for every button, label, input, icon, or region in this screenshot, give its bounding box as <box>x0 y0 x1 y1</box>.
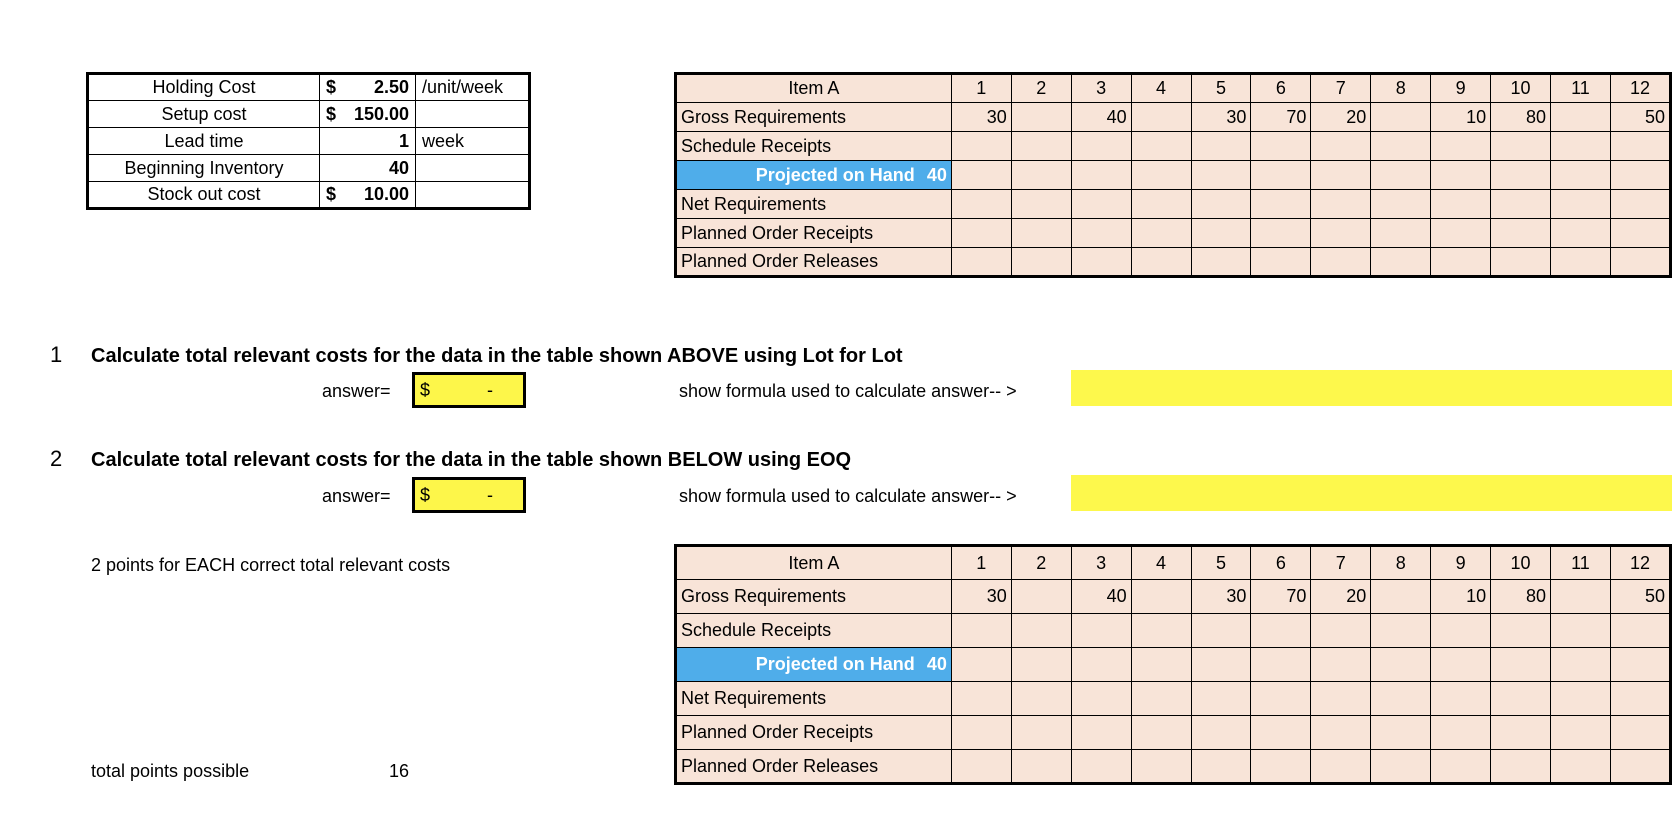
mrp-row <box>676 190 1671 219</box>
period-cell[interactable] <box>1131 614 1191 648</box>
period-cell[interactable] <box>1311 132 1371 161</box>
period-cell[interactable] <box>1371 682 1431 716</box>
period-cell[interactable] <box>1371 614 1431 648</box>
period-cell[interactable] <box>1431 648 1491 682</box>
question-number: 2 <box>50 446 63 471</box>
period-cell[interactable] <box>1610 161 1670 190</box>
answer-currency: $ <box>420 484 431 505</box>
period-header: 4 <box>1131 74 1191 103</box>
period-cell[interactable] <box>1491 648 1551 682</box>
period-cell[interactable] <box>1491 716 1551 750</box>
param-unit: /unit/week <box>416 74 530 101</box>
item-header: Item A <box>676 546 952 580</box>
formula-prompt: show formula used to calculate answer-- > <box>679 486 1017 506</box>
period-cell[interactable] <box>1131 682 1191 716</box>
period-cell[interactable] <box>1431 716 1491 750</box>
period-cell[interactable] <box>1191 716 1251 750</box>
period-header: 5 <box>1191 74 1251 103</box>
param-unit: week <box>416 128 530 155</box>
period-header: 9 <box>1431 546 1491 580</box>
currency-symbol: $ <box>326 184 337 204</box>
period-cell[interactable] <box>1551 219 1611 248</box>
period-cell[interactable] <box>1551 103 1611 132</box>
projected-on-hand-label <box>676 161 952 190</box>
period-cell[interactable] <box>1371 648 1431 682</box>
period-cell[interactable] <box>1371 580 1431 614</box>
period-cell[interactable] <box>1191 219 1251 248</box>
period-cell[interactable] <box>1431 614 1491 648</box>
mrp-row <box>676 614 1671 648</box>
period-cell[interactable] <box>1610 682 1670 716</box>
period-header: 1 <box>951 74 1011 103</box>
period-cell[interactable] <box>1491 750 1551 784</box>
period-cell[interactable] <box>1071 716 1131 750</box>
period-cell[interactable] <box>1071 132 1131 161</box>
period-cell[interactable] <box>951 682 1011 716</box>
param-value[interactable] <box>320 74 416 101</box>
mrp-row <box>676 219 1671 248</box>
param-unit <box>416 182 530 209</box>
mrp-header-row <box>676 74 1671 103</box>
period-cell[interactable] <box>1551 248 1611 277</box>
period-cell[interactable] <box>1551 682 1611 716</box>
parameters-table <box>86 72 531 210</box>
period-cell[interactable] <box>1311 682 1371 716</box>
period-cell[interactable] <box>1431 750 1491 784</box>
period-cell[interactable] <box>1491 614 1551 648</box>
param-label: Holding Cost <box>88 74 320 101</box>
row-label: Planned Order Releases <box>676 248 952 277</box>
period-cell[interactable] <box>1251 161 1311 190</box>
period-header: 6 <box>1251 546 1311 580</box>
param-label: Lead time <box>88 128 320 155</box>
period-cell[interactable] <box>1491 219 1551 248</box>
period-cell[interactable]: 80 <box>1491 580 1551 614</box>
period-cell[interactable]: 40 <box>1071 580 1131 614</box>
period-cell[interactable] <box>951 248 1011 277</box>
period-cell[interactable] <box>1131 161 1191 190</box>
period-cell[interactable] <box>951 161 1011 190</box>
currency-symbol: $ <box>326 103 337 124</box>
period-cell[interactable] <box>1431 161 1491 190</box>
period-cell[interactable] <box>1011 190 1071 219</box>
period-cell[interactable] <box>1551 648 1611 682</box>
period-cell[interactable] <box>1251 219 1311 248</box>
period-cell[interactable] <box>1371 750 1431 784</box>
period-cell[interactable] <box>1011 103 1071 132</box>
param-row <box>88 128 530 155</box>
period-cell[interactable] <box>1371 219 1431 248</box>
row-label: Gross Requirements <box>676 580 952 614</box>
param-value[interactable]: 40 <box>320 155 416 182</box>
param-row <box>88 182 530 209</box>
param-label: Beginning Inventory <box>88 155 320 182</box>
period-cell[interactable] <box>1551 190 1611 219</box>
period-cell[interactable] <box>1131 190 1191 219</box>
period-header: 6 <box>1251 74 1311 103</box>
period-cell[interactable] <box>1610 219 1670 248</box>
period-cell[interactable]: 30 <box>951 580 1011 614</box>
period-cell[interactable] <box>1551 132 1611 161</box>
period-cell[interactable]: 70 <box>1251 103 1311 132</box>
period-cell[interactable] <box>1011 614 1071 648</box>
period-cell[interactable] <box>1071 161 1131 190</box>
period-cell[interactable] <box>1071 248 1131 277</box>
period-cell[interactable] <box>1371 248 1431 277</box>
currency-symbol: $ <box>326 77 337 97</box>
period-cell[interactable] <box>1491 161 1551 190</box>
row-label: Schedule Receipts <box>676 614 952 648</box>
mrp-table-top <box>674 72 1672 278</box>
period-cell[interactable] <box>1191 614 1251 648</box>
period-cell[interactable] <box>1131 750 1191 784</box>
period-cell[interactable] <box>1191 750 1251 784</box>
period-cell[interactable] <box>1431 219 1491 248</box>
period-cell[interactable] <box>1610 648 1670 682</box>
param-row <box>88 101 530 128</box>
period-cell[interactable] <box>1311 648 1371 682</box>
period-cell[interactable] <box>1251 750 1311 784</box>
question-text: Calculate total relevant costs for the data in the table shown ABOVE using Lot for Lot <box>91 345 903 367</box>
period-cell[interactable]: 50 <box>1610 580 1670 614</box>
period-cell[interactable] <box>1371 103 1431 132</box>
answer-label: answer= <box>322 381 391 401</box>
mrp-table-bottom <box>674 544 1672 785</box>
period-cell[interactable]: 40 <box>1071 103 1131 132</box>
period-cell[interactable] <box>1191 248 1251 277</box>
period-cell[interactable] <box>1551 580 1611 614</box>
row-label: Planned Order Releases <box>676 750 952 784</box>
period-cell[interactable] <box>1610 716 1670 750</box>
param-amount: 150.00 <box>353 103 409 124</box>
period-cell[interactable] <box>1011 248 1071 277</box>
row-label: Net Requirements <box>676 190 952 219</box>
answer-value: - <box>487 379 493 400</box>
period-cell[interactable] <box>1610 614 1670 648</box>
period-cell[interactable] <box>1371 190 1431 219</box>
param-value[interactable] <box>320 182 416 209</box>
period-header: 4 <box>1131 546 1191 580</box>
mrp-row <box>676 103 1671 132</box>
period-cell[interactable] <box>1011 716 1071 750</box>
period-cell[interactable]: 80 <box>1491 103 1551 132</box>
period-cell[interactable] <box>1011 219 1071 248</box>
period-cell[interactable] <box>951 219 1011 248</box>
period-cell[interactable] <box>1071 219 1131 248</box>
period-cell[interactable] <box>1551 716 1611 750</box>
period-header: 9 <box>1431 74 1491 103</box>
param-row <box>88 74 530 101</box>
period-cell[interactable] <box>1251 716 1311 750</box>
answer-currency: $ <box>420 379 431 400</box>
period-cell[interactable] <box>1311 716 1371 750</box>
period-cell[interactable] <box>951 716 1011 750</box>
period-cell[interactable] <box>1251 648 1311 682</box>
period-cell[interactable] <box>1251 682 1311 716</box>
initial-on-hand: 40 <box>926 654 947 674</box>
period-cell[interactable] <box>1311 190 1371 219</box>
mrp-row <box>676 750 1671 784</box>
period-cell[interactable] <box>1131 132 1191 161</box>
param-label: Setup cost <box>88 101 320 128</box>
mrp-row <box>676 248 1671 277</box>
period-cell[interactable] <box>1131 219 1191 248</box>
row-label: Planned Order Receipts <box>676 716 952 750</box>
points-note: 2 points for EACH correct total relevant costs <box>91 555 451 575</box>
mrp-row <box>676 648 1671 682</box>
period-cell[interactable] <box>1071 682 1131 716</box>
param-unit <box>416 101 530 128</box>
period-cell[interactable] <box>1251 614 1311 648</box>
period-cell[interactable] <box>1191 132 1251 161</box>
period-cell[interactable] <box>1251 190 1311 219</box>
period-header: 5 <box>1191 546 1251 580</box>
mrp-row <box>676 132 1671 161</box>
period-cell[interactable] <box>951 750 1011 784</box>
answer-cell[interactable] <box>412 477 526 513</box>
period-cell[interactable] <box>1610 190 1670 219</box>
period-cell[interactable] <box>1371 161 1431 190</box>
param-amount: 2.50 <box>373 77 409 97</box>
period-cell[interactable] <box>1551 161 1611 190</box>
period-cell[interactable] <box>1131 248 1191 277</box>
period-cell[interactable] <box>1071 750 1131 784</box>
period-cell[interactable] <box>1011 161 1071 190</box>
period-cell[interactable]: 30 <box>1191 580 1251 614</box>
formula-cell[interactable] <box>1071 475 1672 511</box>
projected-on-hand-label <box>676 648 952 682</box>
period-cell[interactable] <box>1311 750 1371 784</box>
period-cell[interactable]: 30 <box>1191 103 1251 132</box>
period-cell[interactable] <box>1071 648 1131 682</box>
period-header: 1 <box>951 546 1011 580</box>
period-cell[interactable] <box>1131 716 1191 750</box>
answer-label: answer= <box>322 486 391 506</box>
period-header: 3 <box>1071 74 1131 103</box>
period-header: 8 <box>1371 74 1431 103</box>
period-header: 12 <box>1610 74 1670 103</box>
period-cell[interactable] <box>1191 682 1251 716</box>
period-cell[interactable] <box>1191 190 1251 219</box>
row-label: Net Requirements <box>676 682 952 716</box>
period-cell[interactable] <box>1431 132 1491 161</box>
mrp-row <box>676 161 1671 190</box>
period-cell[interactable] <box>951 132 1011 161</box>
mrp-row <box>676 682 1671 716</box>
initial-on-hand: 40 <box>926 164 947 185</box>
period-cell[interactable] <box>1491 682 1551 716</box>
total-points-label: total points possible <box>91 761 250 781</box>
period-cell[interactable] <box>1491 132 1551 161</box>
period-cell[interactable] <box>1251 132 1311 161</box>
formula-prompt: show formula used to calculate answer-- > <box>679 381 1017 401</box>
period-cell[interactable] <box>1131 103 1191 132</box>
formula-cell[interactable] <box>1071 370 1672 406</box>
answer-value: - <box>487 484 493 505</box>
period-cell[interactable] <box>1071 190 1131 219</box>
period-header: 10 <box>1491 74 1551 103</box>
period-cell[interactable]: 20 <box>1311 580 1371 614</box>
period-cell[interactable] <box>1491 248 1551 277</box>
item-header: Item A <box>676 74 952 103</box>
period-cell[interactable] <box>1311 248 1371 277</box>
row-label: Gross Requirements <box>676 103 952 132</box>
period-header: 12 <box>1610 546 1670 580</box>
period-cell[interactable] <box>1371 716 1431 750</box>
period-cell[interactable] <box>1011 682 1071 716</box>
period-cell[interactable] <box>951 648 1011 682</box>
period-cell[interactable] <box>1311 219 1371 248</box>
period-cell[interactable]: 70 <box>1251 580 1311 614</box>
period-cell[interactable]: 10 <box>1431 580 1491 614</box>
period-header: 11 <box>1551 74 1611 103</box>
period-cell[interactable] <box>1311 614 1371 648</box>
param-row <box>88 155 530 182</box>
period-cell[interactable]: 10 <box>1431 103 1491 132</box>
total-points-value: 16 <box>389 761 410 781</box>
period-cell[interactable] <box>1431 190 1491 219</box>
period-cell[interactable] <box>1610 750 1670 784</box>
period-cell[interactable] <box>1371 132 1431 161</box>
period-cell[interactable] <box>1551 614 1611 648</box>
row-label: Schedule Receipts <box>676 132 952 161</box>
period-cell[interactable] <box>1551 750 1611 784</box>
period-cell[interactable] <box>1131 648 1191 682</box>
period-header: 8 <box>1371 546 1431 580</box>
period-cell[interactable] <box>1431 248 1491 277</box>
period-cell[interactable] <box>1610 248 1670 277</box>
period-header: 2 <box>1011 546 1071 580</box>
question-text: Calculate total relevant costs for the data in the table shown BELOW using EOQ <box>91 449 852 471</box>
period-header: 7 <box>1311 546 1371 580</box>
period-header: 7 <box>1311 74 1371 103</box>
period-cell[interactable] <box>1011 580 1071 614</box>
row-label: Projected on Hand <box>755 164 915 185</box>
param-amount: 10.00 <box>363 184 409 204</box>
period-cell[interactable] <box>951 614 1011 648</box>
mrp-header-row <box>676 546 1671 580</box>
period-cell[interactable] <box>1011 132 1071 161</box>
period-cell[interactable]: 50 <box>1610 103 1670 132</box>
param-value[interactable]: 1 <box>320 128 416 155</box>
mrp-row <box>676 716 1671 750</box>
period-cell[interactable] <box>951 190 1011 219</box>
period-cell[interactable] <box>1311 161 1371 190</box>
period-header: 11 <box>1551 546 1611 580</box>
row-label: Planned Order Receipts <box>676 219 952 248</box>
period-cell[interactable] <box>1191 161 1251 190</box>
period-cell[interactable] <box>1011 648 1071 682</box>
period-cell[interactable] <box>1071 614 1131 648</box>
period-header: 10 <box>1491 546 1551 580</box>
question-number: 1 <box>50 342 63 367</box>
period-cell[interactable]: 20 <box>1311 103 1371 132</box>
period-cell[interactable] <box>1011 750 1071 784</box>
answer-cell[interactable] <box>412 372 526 408</box>
period-cell[interactable] <box>1191 648 1251 682</box>
period-cell[interactable] <box>1431 682 1491 716</box>
mrp-row <box>676 580 1671 614</box>
period-cell[interactable] <box>1131 580 1191 614</box>
param-unit <box>416 155 530 182</box>
period-cell[interactable] <box>1610 132 1670 161</box>
period-cell[interactable] <box>1491 190 1551 219</box>
period-cell[interactable] <box>1251 248 1311 277</box>
period-cell[interactable]: 30 <box>951 103 1011 132</box>
param-value[interactable] <box>320 101 416 128</box>
period-header: 3 <box>1071 546 1131 580</box>
period-header: 2 <box>1011 74 1071 103</box>
row-label: Projected on Hand <box>755 654 915 674</box>
param-label: Stock out cost <box>88 182 320 209</box>
